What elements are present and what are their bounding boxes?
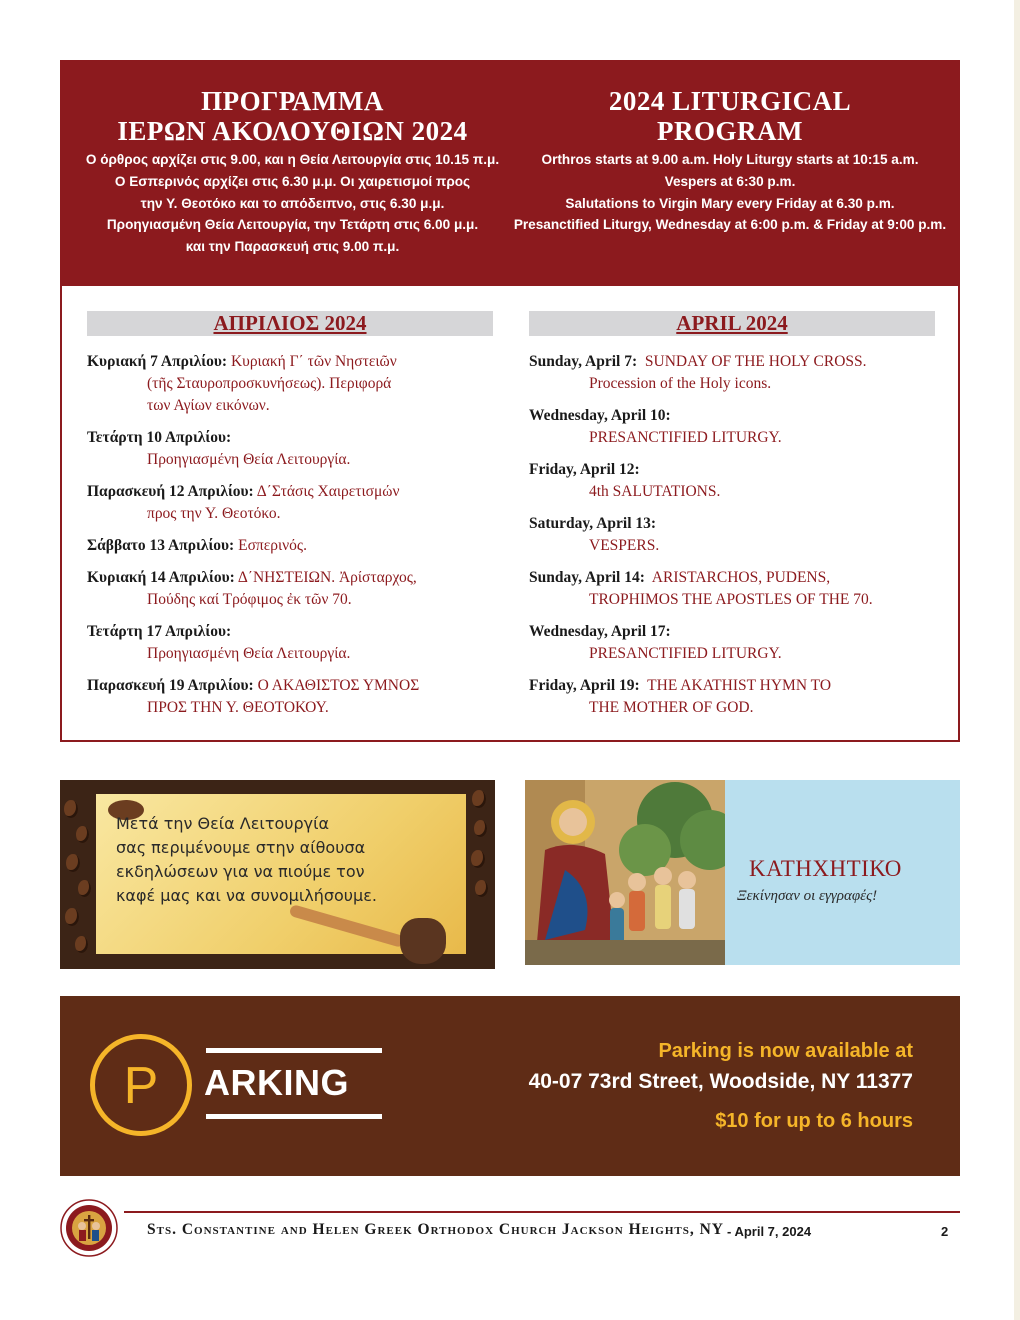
entry-continuation: 4th SALUTATIONS. bbox=[589, 483, 721, 500]
entry-continuation: TROPHIMOS THE APOSTLES OF THE 70. bbox=[589, 591, 873, 608]
entry-day: Παρασκευή 12 Απριλίου: bbox=[87, 483, 254, 500]
coffee-bean-icon bbox=[76, 826, 89, 843]
coffee-bean-icon bbox=[75, 936, 88, 953]
christ-with-children-icon bbox=[525, 780, 725, 965]
coffee-bean-icon bbox=[471, 850, 485, 868]
entry-day: Saturday, April 13: bbox=[529, 515, 657, 532]
coffee-bean-icon bbox=[65, 908, 79, 926]
entry-continuation: Προηγιασμένη Θεία Λειτουργία. bbox=[147, 451, 351, 468]
entry-continuation: VESPERS. bbox=[589, 537, 660, 554]
parking-word: ARKING bbox=[204, 1062, 349, 1103]
coffee-bean-icon bbox=[474, 820, 487, 837]
schedule-entry bbox=[529, 621, 935, 665]
entry-day: Τετάρτη 17 Απριλίου: bbox=[87, 623, 232, 640]
entry-service: ARISTARCHOS, PUDENS, bbox=[651, 569, 831, 586]
catechism-banner bbox=[525, 780, 960, 965]
greek-intro-line: Προηγιασμένη Θεία Λειτουργία, την Τετάρτη στις 6.00 μ.μ. bbox=[106, 217, 479, 233]
schedule-entry bbox=[529, 351, 935, 395]
coffee-bean-icon bbox=[475, 880, 488, 897]
english-intro bbox=[500, 149, 960, 236]
coffee-message-line: καφέ μας και να συνομιλήσουμε. bbox=[116, 886, 377, 905]
schedule-entry bbox=[529, 513, 935, 557]
greek-intro-line: Ο Εσπερινός αρχίζει στις 6.30 μ.μ. Οι χαιρετισμοί προς bbox=[114, 173, 471, 189]
parking-rule-bottom bbox=[206, 1114, 382, 1119]
entry-continuation: (τῆς Σταυροπροσκυνήσεως). Περιφορά bbox=[147, 375, 392, 392]
entry-continuation: των Αγίων εικόνων. bbox=[147, 397, 270, 414]
parking-letter: P bbox=[123, 1057, 159, 1115]
coffee-bean-icon bbox=[78, 880, 91, 897]
parking-icon bbox=[90, 1034, 192, 1136]
greek-title-line1: ΠΡΟΓΡΑΜΜΑ bbox=[201, 86, 384, 116]
program-header bbox=[60, 60, 960, 286]
entry-day: Friday, April 19: bbox=[529, 677, 640, 694]
entry-service: Εσπερινός. bbox=[238, 537, 307, 554]
greek-intro-line: την Υ. Θεοτόκο και το απόδειπνο, στις 6.30 μ.μ. bbox=[140, 195, 445, 211]
entry-day: Sunday, April 14: bbox=[529, 569, 645, 586]
entry-day: Friday, April 12: bbox=[529, 461, 640, 478]
entry-service: Δ΄ΝΗΣΤΕΙΩΝ. Ἀρίσταρχος, bbox=[237, 569, 417, 586]
entry-continuation: PRESANCTIFIED LITURGY. bbox=[589, 429, 782, 446]
greek-intro-line: και την Παρασκευή στις 9.00 π.μ. bbox=[185, 239, 400, 255]
entry-day: Wednesday, April 17: bbox=[529, 623, 671, 640]
greek-month-heading: ΑΠΡΙΛΙΟΣ 2024 bbox=[87, 311, 493, 336]
entry-service: SUNDAY OF THE HOLY CROSS. bbox=[644, 353, 867, 370]
schedule-entry bbox=[529, 567, 935, 611]
catechism-title: ΚΑΤΗΧΗΤΙΚΟ bbox=[749, 856, 902, 881]
entry-service: Δ΄Στάσις Χαιρετισμών bbox=[256, 483, 400, 500]
entry-day: Wednesday, April 10: bbox=[529, 407, 671, 424]
entry-day: Παρασκευή 19 Απριλίου: bbox=[87, 677, 254, 694]
catechism-subtitle: Ξεκίνησαν οι εγγραφές! bbox=[737, 888, 878, 904]
schedule-entry bbox=[87, 351, 493, 417]
entry-service: Ο ΑΚΑΘΙΣΤΟΣ ΥΜΝΟΣ bbox=[257, 677, 420, 694]
coffee-message-line: σας περιμένουμε στην αίθουσα bbox=[116, 838, 366, 857]
entry-service: THE AKATHIST HYMN TO bbox=[647, 677, 832, 694]
parking-address: 40-07 73rd Street, Woodside, NY 11377 bbox=[528, 1070, 913, 1093]
entry-continuation: Πούδης καί Τρόφιμος ἐκ τῶν 70. bbox=[147, 591, 352, 608]
english-intro-line: Presanctified Liturgy, Wednesday at 6:00 p.m. & Friday at 9:00 p.m. bbox=[513, 217, 947, 233]
footer-rule bbox=[124, 1211, 960, 1213]
schedule-entry bbox=[529, 459, 935, 503]
english-title-line1: 2024 LITURGICAL bbox=[608, 86, 852, 116]
footer-date: - April 7, 2024 bbox=[727, 1224, 812, 1239]
schedule-entry bbox=[87, 535, 493, 557]
schedule-entry bbox=[87, 675, 493, 719]
page-number: 2 bbox=[941, 1224, 949, 1239]
coffee-hour-banner bbox=[60, 780, 495, 969]
schedule-entry bbox=[87, 621, 493, 665]
entry-continuation: Προηγιασμένη Θεία Λειτουργία. bbox=[147, 645, 351, 662]
schedule-entry bbox=[529, 675, 935, 719]
monthly-schedule bbox=[60, 285, 960, 742]
entry-continuation: Procession of the Holy icons. bbox=[589, 375, 772, 392]
entry-service: Κυριακή Γ΄ τῶν Νηστειῶν bbox=[230, 353, 397, 370]
coffee-bean-icon bbox=[64, 800, 78, 818]
schedule-entry bbox=[87, 567, 493, 611]
parking-price: $10 for up to 6 hours bbox=[715, 1110, 913, 1132]
english-intro-line: Vespers at 6:30 p.m. bbox=[664, 173, 796, 189]
entry-continuation: ΠΡΟΣ ΤΗΝ Υ. ΘΕΟΤΟΚΟΥ. bbox=[147, 699, 329, 716]
english-intro-line: Salutations to Virgin Mary every Friday at 6.30 p.m. bbox=[565, 195, 895, 211]
greek-intro bbox=[60, 149, 525, 258]
schedule-entry bbox=[87, 481, 493, 525]
entry-day: Σάββατο 13 Απριλίου: bbox=[87, 537, 235, 554]
entry-day: Sunday, April 7: bbox=[529, 353, 638, 370]
coffee-message-line: Μετά την Θεία Λειτουργία bbox=[116, 814, 330, 833]
coffee-message-line: εκδηλώσεων για να πιούμε τον bbox=[116, 862, 365, 881]
entry-day: Τετάρτη 10 Απριλίου: bbox=[87, 429, 232, 446]
church-seal-logo bbox=[60, 1199, 118, 1257]
english-header-column bbox=[500, 86, 960, 236]
coffee-message bbox=[116, 812, 436, 908]
schedule-entry bbox=[87, 427, 493, 471]
footer-church-name: Sts. Constantine and Helen Greek Orthodox Church Jackson Heights, NY bbox=[147, 1221, 724, 1238]
english-title-line2: PROGRAM bbox=[657, 116, 803, 146]
english-month-heading: APRIL 2024 bbox=[529, 311, 935, 336]
greek-schedule bbox=[87, 311, 493, 729]
page-edge bbox=[1014, 0, 1020, 1320]
parking-line-1: Parking is now available at bbox=[658, 1040, 913, 1062]
entry-continuation: THE MOTHER OF GOD. bbox=[589, 699, 754, 716]
parking-banner bbox=[60, 996, 960, 1176]
entry-continuation: PRESANCTIFIED LITURGY. bbox=[589, 645, 782, 662]
entry-day: Κυριακή 14 Απριλίου: bbox=[87, 569, 235, 586]
coffee-pot-icon bbox=[400, 918, 446, 964]
greek-header-column bbox=[60, 86, 525, 258]
entry-continuation: προς την Υ. Θεοτόκο. bbox=[147, 505, 281, 522]
english-intro-line: Orthros starts at 9.00 a.m. Holy Liturgy starts at 10:15 a.m. bbox=[541, 152, 919, 167]
greek-title-line2: ΙΕΡΩΝ ΑΚΟΛΟΥΘΙΩΝ 2024 bbox=[117, 116, 468, 146]
parking-rule-top bbox=[206, 1048, 382, 1053]
entry-day: Κυριακή 7 Απριλίου: bbox=[87, 353, 228, 370]
coffee-bean-icon bbox=[66, 854, 80, 872]
coffee-bean-icon bbox=[472, 790, 486, 808]
schedule-entry bbox=[529, 405, 935, 449]
greek-intro-line: Ο όρθρος αρχίζει στις 9.00, και η Θεία Λειτουργία στις 10.15 π.μ. bbox=[85, 152, 500, 167]
english-schedule bbox=[529, 311, 935, 729]
